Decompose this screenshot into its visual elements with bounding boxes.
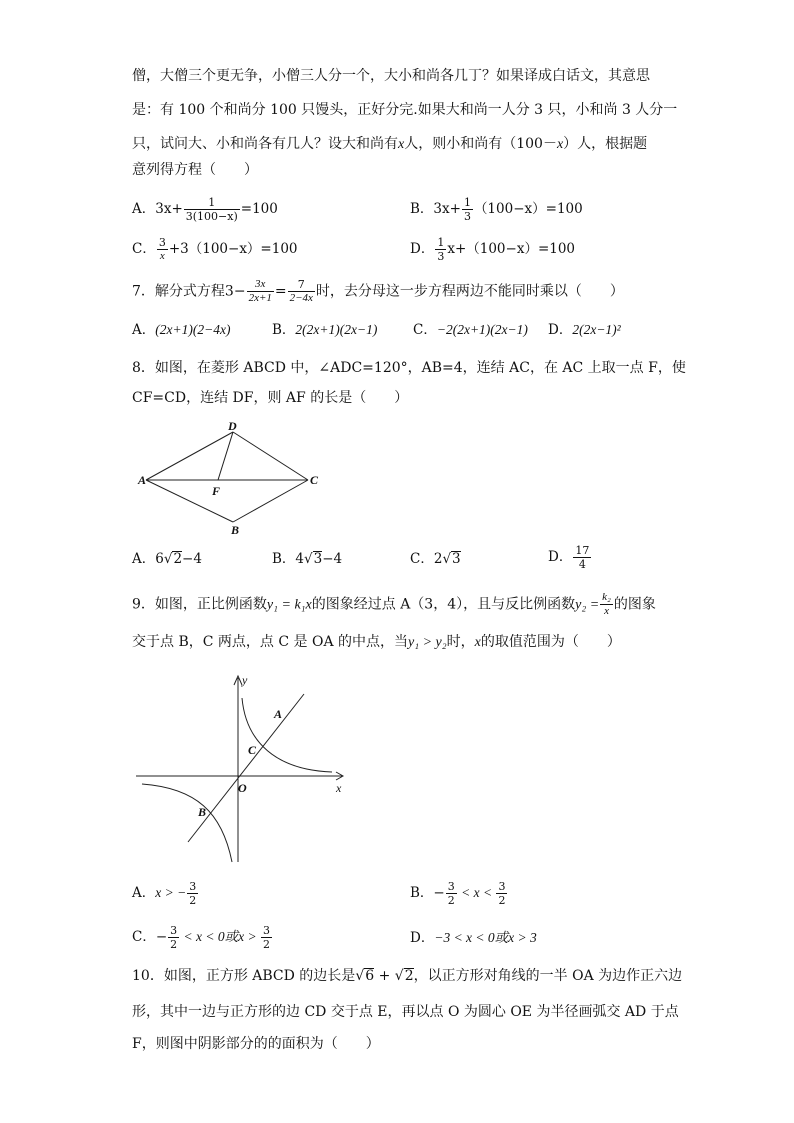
q10-stem-line-1: 10．如图，正方形 ABCD 的边长是√6 + √2，以正方形对角线的一半 OA 为边作正六边: [132, 968, 683, 984]
q9-stem-line-1: [132, 591, 656, 618]
label-x: x: [336, 781, 342, 795]
q9-text: 的图象: [613, 596, 656, 613]
expr: 3x+: [155, 201, 183, 217]
rhombus-figure: [130, 418, 330, 540]
q6-stem-text: 只，试问大、小和尚各有几人？设大和尚有: [132, 136, 398, 152]
expr: y₁ > y₂: [408, 635, 447, 650]
option-label: A．: [132, 551, 156, 567]
expr: 2(2x+1)(2x−1): [295, 322, 378, 337]
radicand: 3: [452, 551, 461, 567]
q6-option-a[interactable]: [132, 196, 278, 223]
expr: 2: [433, 551, 443, 567]
fraction: [187, 880, 198, 907]
fraction: [184, 196, 240, 223]
numerator: 1: [184, 196, 240, 210]
expr: 3x+: [433, 201, 461, 217]
label-f: F: [212, 484, 221, 498]
q6-stem-line-3: [132, 134, 647, 155]
q9-option-c[interactable]: [132, 924, 273, 951]
denominator: 2: [189, 894, 197, 907]
denominator: 2: [170, 938, 178, 951]
option-label: C．: [132, 241, 156, 257]
q9-stem-line-2: [132, 632, 621, 653]
fraction: [288, 278, 315, 305]
var-x: x: [556, 137, 564, 152]
q8-stem-line-1: 8．如图，在菱形 ABCD 中，∠ADC=120°，AB=4，连结 AC，在 AC 上取一点 F，使: [132, 360, 686, 376]
expr: −4: [182, 551, 202, 567]
option-label: C．: [413, 322, 437, 338]
q10-text: 10．如图，正方形 ABCD 的边长是: [132, 968, 356, 984]
numerator: 7: [288, 278, 315, 292]
fraction: [446, 880, 457, 907]
hyperbola-branch-right: [242, 698, 332, 772]
q7-option-c[interactable]: [413, 320, 528, 340]
expr: （100−x）=100: [473, 201, 583, 217]
q8-option-a[interactable]: A．6√2−4: [132, 551, 202, 567]
q7-stem: [132, 278, 624, 305]
numerator: 17: [575, 544, 590, 557]
edge-dc: [233, 432, 308, 480]
option-label: A．: [132, 885, 156, 901]
q6-stem-line-4: 意列得方程（ ）: [132, 162, 258, 178]
q8-option-c[interactable]: C．2√3: [410, 551, 461, 567]
expr: 3−: [224, 283, 246, 300]
option-label: D．: [410, 241, 435, 257]
q9-text: 时，: [446, 634, 475, 650]
q6-stem-line-2: 是：有 100 个和尚分 100 只馒头，正好分完.如果大和尚一人分 3 只，小和尚 3 人分一: [132, 102, 678, 118]
q8-option-d[interactable]: [548, 544, 592, 571]
option-label: D．: [548, 322, 573, 338]
fraction: [600, 591, 613, 618]
numerator: 1: [463, 196, 471, 209]
q6-stem-text: 人，则小和尚有（100－: [404, 136, 557, 152]
function-graph: [136, 672, 350, 868]
expr: −2(2x+1)(2x−1): [436, 322, 528, 337]
q6-stem-line-1: 僧，大僧三个更无争，小僧三人分一个，大小和尚各几丁？如果译成白话文，其意思: [132, 68, 650, 84]
numerator: 3: [447, 880, 455, 893]
line-y1: [188, 694, 304, 842]
q9-text: 的图象经过点 A（3，4），且与反比例函数: [311, 596, 576, 613]
expr: =: [274, 283, 287, 300]
label-y: y: [242, 673, 248, 687]
q9-option-b[interactable]: [410, 880, 508, 907]
label-a: A: [138, 473, 147, 487]
denominator: 3(100−x): [185, 210, 238, 223]
q6-stem-text: ）人，根据题: [563, 136, 648, 152]
radicand: 3: [313, 551, 323, 567]
q9-option-d[interactable]: [410, 928, 537, 948]
label-c: C: [310, 473, 319, 487]
denominator: 3: [437, 250, 445, 263]
fraction: [435, 236, 446, 263]
radicand: 2: [173, 551, 183, 567]
numerator: 3: [189, 880, 197, 893]
q9-text: 9．如图，正比例函数: [132, 596, 267, 613]
q7-text: 时，去分母这一步方程两边不能同时乘以（ ）: [315, 283, 624, 300]
fraction: [261, 924, 272, 951]
option-label: D．: [410, 930, 435, 946]
q10-stem-line-3: F，则图中阴影部分的的面积为（ ）: [132, 1036, 380, 1052]
option-label: B．: [410, 885, 434, 901]
q6-option-b[interactable]: [410, 196, 583, 223]
numerator: 1: [437, 236, 445, 249]
numerator: 3: [498, 880, 506, 893]
expr: 2(2x−1)²: [572, 322, 621, 337]
expr: +3（100−x）=100: [168, 241, 298, 257]
numerator: k₂: [602, 591, 611, 603]
denominator: 4: [578, 558, 586, 571]
edge-cb: [233, 480, 308, 522]
question-number: 7．: [132, 283, 155, 300]
denominator: 2x+1: [248, 292, 272, 304]
fraction: [496, 880, 507, 907]
q9-text: 交于点 B，C 两点，点 C 是 OA 的中点，当: [132, 634, 409, 650]
q7-option-b[interactable]: [272, 320, 377, 340]
denominator: x: [604, 605, 609, 617]
expr: −4: [322, 551, 343, 567]
denominator: 2: [498, 894, 506, 907]
numerator: 3x: [247, 278, 274, 292]
option-label: A．: [132, 201, 156, 217]
expr: y₂ =: [575, 597, 600, 613]
q9-text: 的取值范围为（ ）: [480, 634, 621, 650]
option-label: B．: [272, 551, 296, 567]
radicand: 6: [365, 968, 375, 984]
expr: 4: [295, 551, 305, 567]
expr: −: [155, 929, 168, 945]
label-c: C: [248, 743, 257, 757]
q10-text: ，以正方形对角线的一半 OA 为边作正六边: [413, 968, 683, 984]
label-d: D: [228, 419, 237, 433]
expr: +: [374, 968, 395, 984]
q8-stem-line-2: CF=CD，连结 DF，则 AF 的长是（ ）: [132, 390, 409, 406]
option-label: B．: [272, 322, 296, 338]
q6-option-d[interactable]: [410, 236, 575, 263]
option-label: B．: [410, 201, 434, 217]
fraction: [157, 236, 168, 263]
var-x: x: [398, 137, 405, 152]
q9-option-a[interactable]: [132, 880, 199, 907]
hyperbola-branch-left: [142, 784, 232, 862]
label-a: A: [274, 707, 283, 721]
denominator: x: [159, 250, 165, 262]
expr: 6: [155, 551, 164, 567]
denominator: 3: [463, 210, 471, 223]
expr: y₁ = k₁x: [266, 597, 312, 613]
fraction: [247, 278, 274, 305]
expr: (2x+1)(2−4x): [155, 322, 231, 337]
fraction: [168, 924, 179, 951]
q6-option-c[interactable]: [132, 236, 298, 263]
q8-option-b[interactable]: B．4√3−4: [272, 551, 343, 567]
expr: x+（100−x）=100: [447, 241, 576, 257]
option-label: C．: [410, 551, 434, 567]
expr: −3 < x < 0或x > 3: [434, 930, 537, 945]
radicand: 2: [404, 968, 414, 984]
option-label: A．: [132, 322, 156, 338]
q7-text: 解分式方程: [154, 283, 225, 300]
denominator: 2−4x: [289, 292, 313, 304]
label-o: O: [238, 781, 247, 795]
expr: < x < 0或x >: [180, 929, 260, 944]
fraction: [573, 544, 591, 571]
numerator: 3: [158, 236, 166, 249]
denominator: 2: [447, 894, 455, 907]
numerator: 3: [262, 924, 270, 937]
label-b: B: [231, 523, 240, 537]
expr: < x <: [457, 885, 496, 900]
numerator: 3: [170, 924, 178, 937]
expr: =100: [240, 201, 278, 217]
option-label: D．: [548, 549, 573, 565]
expr: x > −: [155, 885, 187, 900]
q10-stem-line-2: 形，其中一边与正方形的边 CD 交于点 E，再以点 O 为圆心 OE 为半径画弧交 AD 于点: [132, 1004, 679, 1020]
option-label: C．: [132, 929, 156, 945]
denominator: 2: [262, 938, 270, 951]
q7-option-d[interactable]: [548, 320, 621, 340]
q7-option-a[interactable]: [132, 320, 230, 340]
expr: −: [433, 885, 445, 901]
label-b: B: [198, 805, 207, 819]
var-x: x: [474, 635, 481, 650]
fraction: [462, 196, 473, 223]
